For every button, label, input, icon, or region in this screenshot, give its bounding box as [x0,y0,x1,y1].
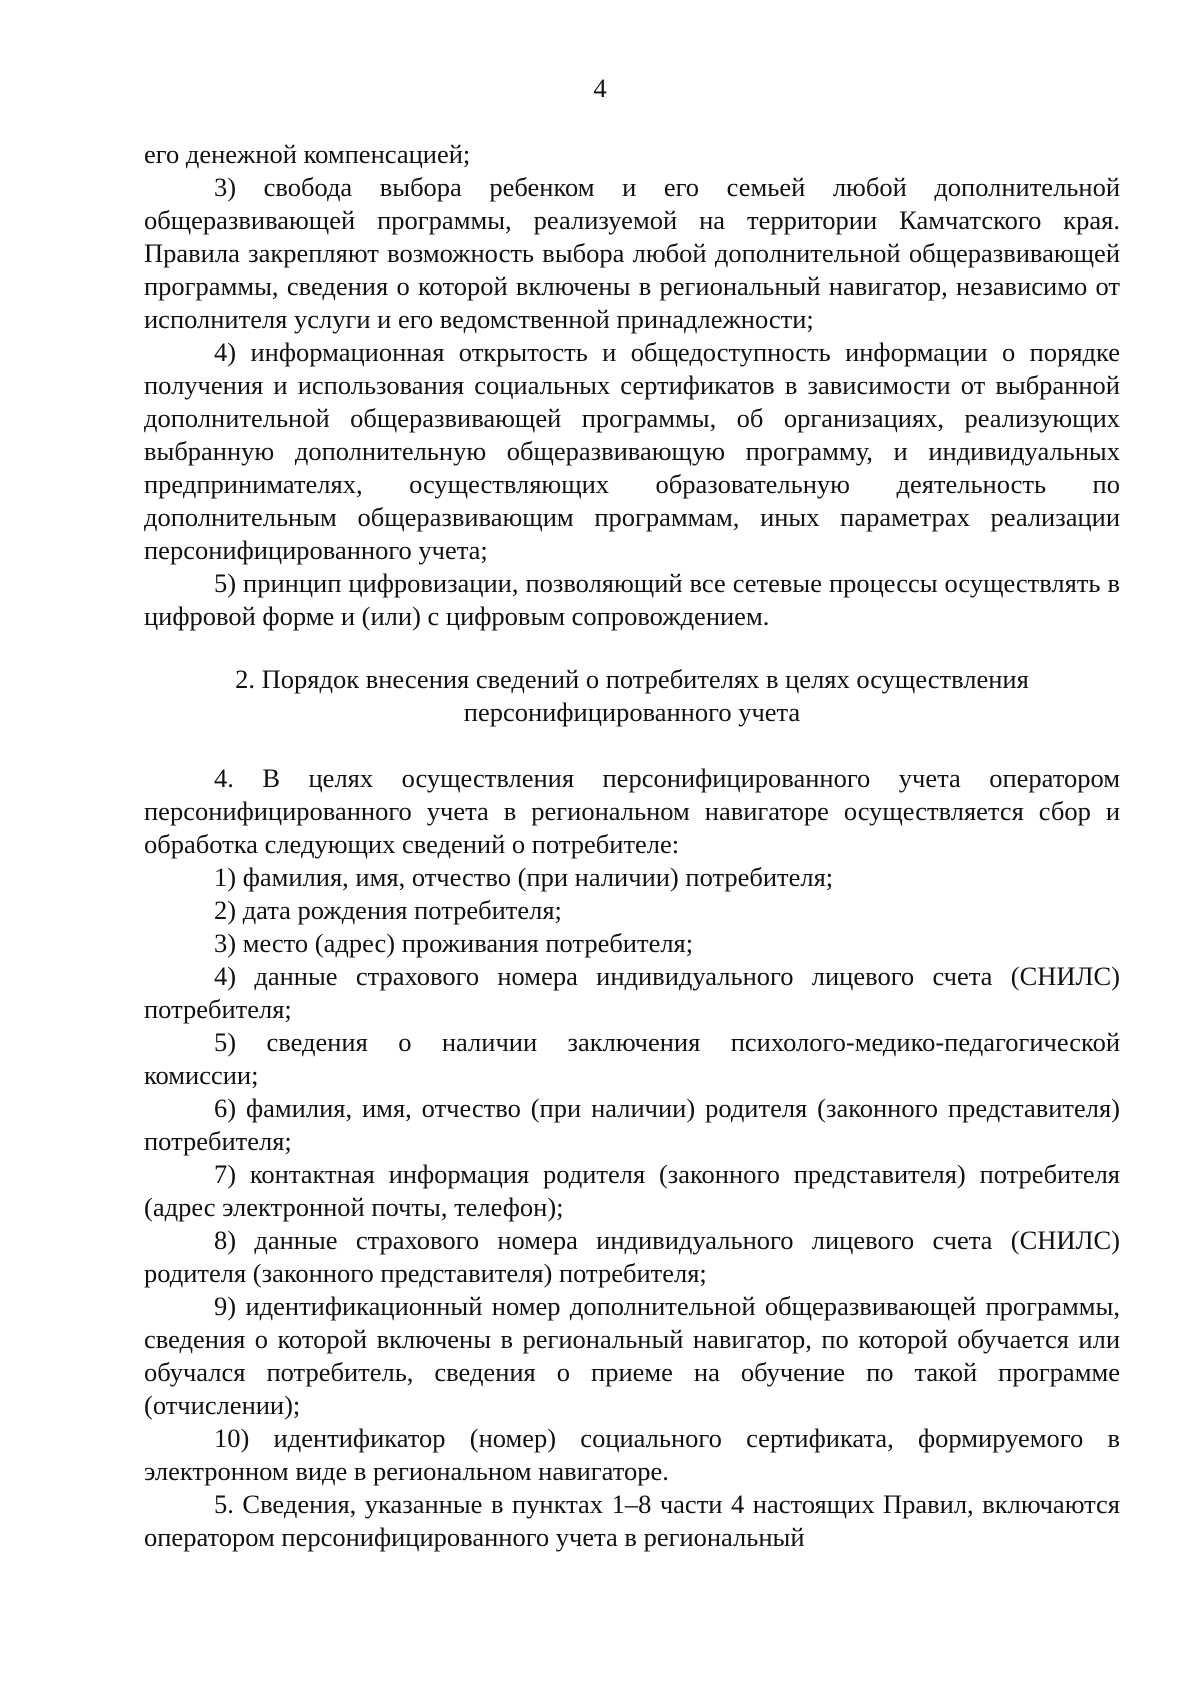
list-item-3: 3) место (адрес) проживания потребителя; [214,928,694,958]
paragraph-item-3: 3) свобода выбора ребенком и его семьей любой дополнительной общеразвивающей программы, реализуемой на территории Камчатского края. Правила закрепляют возможность выбора любой дополнительной общеразвивающей программы, сведения о которой включены в региональный навигатор, независимо от исполнителя услуги и его ведомственной принадлежности; [144,172,1120,334]
section-heading-line-2: персонифицированного учета [463,697,801,727]
list-item-8: 8) данные страхового номера индивидуального лицевого счета (СНИЛС) родителя (законного представителя) потребителя; [144,1225,1120,1288]
list-item-9: 9) идентификационный номер дополнительной общеразвивающей программы, сведения о которой включены в региональный навигатор, по которой обучается или обучался потребитель, сведения о приеме на обучение по такой программе (отчислении); [144,1291,1120,1420]
list-item-6: 6) фамилия, имя, отчество (при наличии) родителя (законного представителя) потребителя; [144,1093,1120,1156]
list-item-5: 5) сведения о наличии заключения психолого-медико-педагогической комиссии; [144,1027,1120,1090]
paragraph-item-4: 4) информационная открытость и общедоступность информации о порядке получения и использования социальных сертификатов в зависимости от выбранной дополнительной общеразвивающей программы, об организациях, реализующих выбранную дополнительную общеразвивающую программу, и индивидуальных предпринимателях, осуществляющих образовательную деятельность по дополнительным общеразвивающим программам, иных параметрах реализации персонифицированного учета; [144,337,1120,565]
list-item-4: 4) данные страхового номера индивидуального лицевого счета (СНИЛС) потребителя; [144,961,1120,1024]
list-item-1: 1) фамилия, имя, отчество (при наличии) потребителя; [214,862,834,892]
document-body [144,138,1120,1554]
page-number: 4 [593,73,607,103]
paragraph-continuation: его денежной компенсацией; [144,139,471,169]
section-heading-line-1: 2. Порядок внесения сведений о потребителях в целях осуществления [235,664,1029,694]
paragraph-clause-5: 5. Сведения, указанные в пунктах 1–8 части 4 настоящих Правил, включаются оператором персонифицированного учета в региональный [144,1489,1120,1552]
list-item-2: 2) дата рождения потребителя; [214,895,562,925]
paragraph-clause-4: 4. В целях осуществления персонифицированного учета оператором персонифицированного учета в региональном навигаторе осуществляется сбор и обработка следующих сведений о потребителе: [144,763,1120,859]
list-item-7: 7) контактная информация родителя (законного представителя) потребителя (адрес электронной почты, телефон); [144,1159,1120,1222]
section-heading [144,663,1120,729]
paragraph-item-5: 5) принцип цифровизации, позволяющий все сетевые процессы осуществлять в цифровой форме и (или) с цифровым сопровождением. [144,568,1120,631]
list-item-10: 10) идентификатор (номер) социального сертификата, формируемого в электронном виде в региональном навигаторе. [144,1423,1120,1486]
